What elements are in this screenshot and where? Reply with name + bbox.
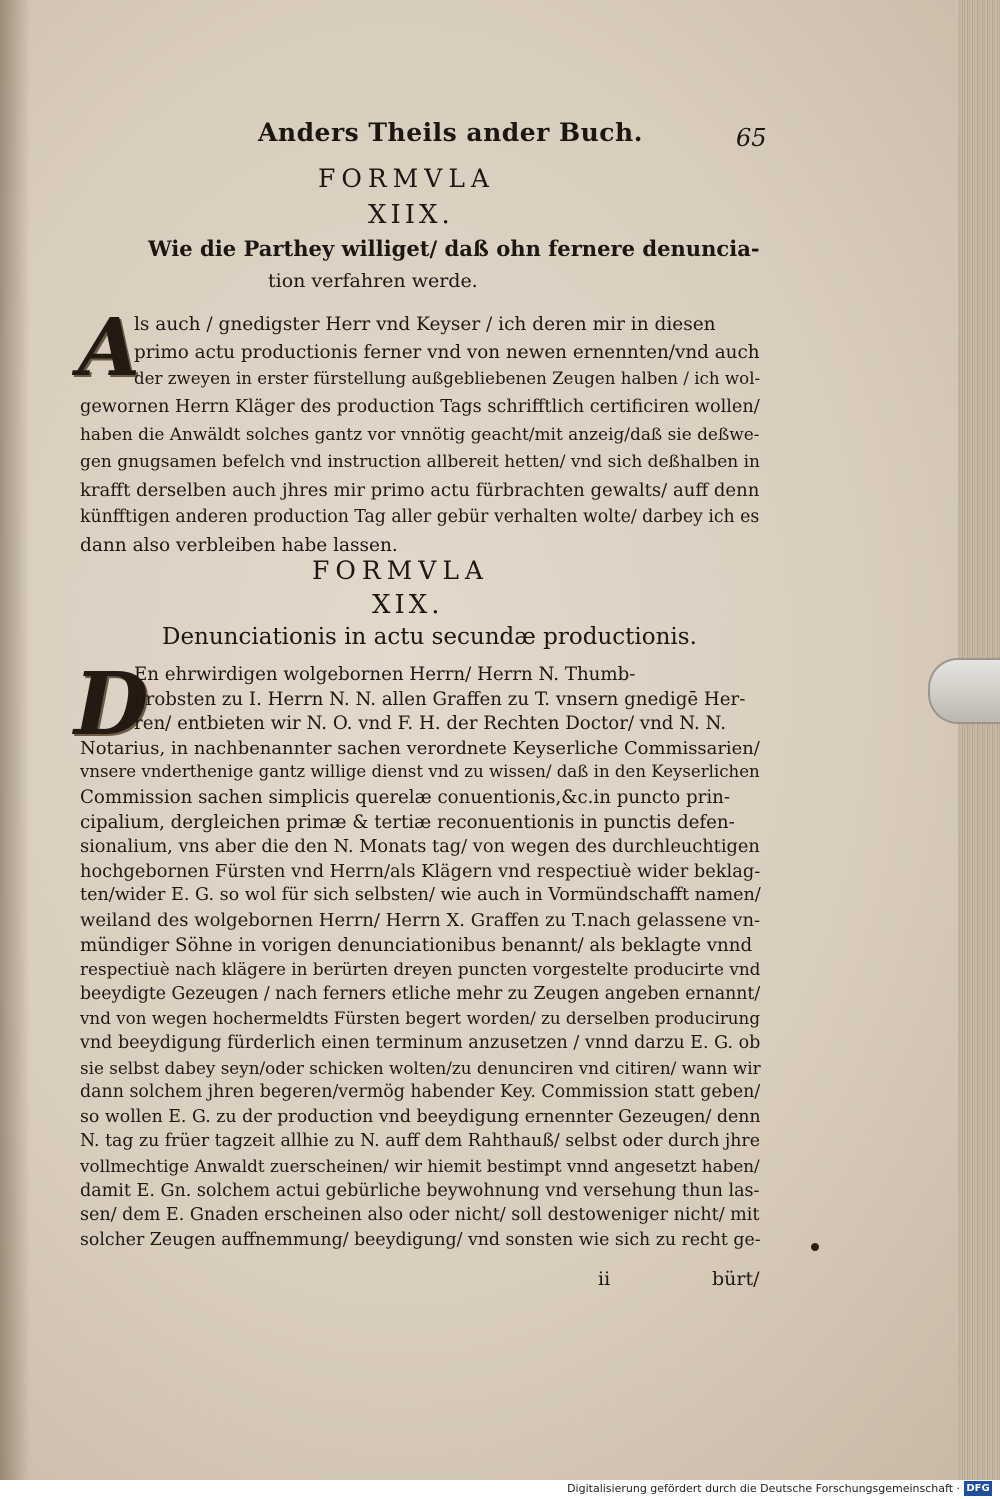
text-line: N. tag zu früer tagzeit allhie zu N. auff dem Rahthauß/ selbst oder durch jhre (80, 1131, 760, 1152)
formula-caption-2: Denunciationis in actu secundæ productionis. (162, 624, 697, 650)
text-line: En ehrwirdigen wolgebornen Herrn/ Herrn N. Thumb- (134, 664, 636, 685)
text-line: ten/wider E. G. so wol für sich selbsten/ wie auch in Vormündschafft namen/ (80, 885, 761, 906)
formula-number-1: XIIX. (368, 200, 454, 230)
decorated-initial-d: D (74, 654, 149, 755)
text-line: hochgebornen Fürsten vnd Herrn/als Klägern vnd respectiuè wider beklag- (80, 860, 761, 882)
formula-caption-1-cont: tion verfahren werde. (268, 270, 478, 292)
text-line: weiland des wolgebornen Herrn/ Herrn X. Graffen zu T.nach gelassene vn- (80, 910, 761, 931)
text-line: krafft derselben auch jhres mir primo actu fürbrachten gewalts/ auff denn (80, 479, 760, 501)
text-line: mündiger Söhne in vorigen denunciationibus benannt/ als beklagte vnnd (80, 934, 753, 956)
text-line: dann solchem jhren begeren/vermög habender Key. Commission statt geben/ (80, 1082, 761, 1103)
text-line: primo actu productionis ferner vnd von newen ernennten/vnd auch (134, 341, 760, 363)
formula-heading-1: FORMVLA (318, 164, 495, 193)
text-line: der zweyen in erster fürstellung außgebliebenen Zeugen halben / ich wol- (134, 369, 761, 389)
text-line: probsten zu I. Herrn N. N. allen Graffen zu T. vnsern gnedigē Her- (134, 688, 746, 710)
text-line: vnd beeydigung fürderlich einen terminum anzusetzen / vnnd darzu E. G. ob (80, 1033, 761, 1053)
formula-heading-2: FORMVLA (312, 556, 489, 585)
text-line: vnsere vnderthenige gantz willige dienst vnd zu wissen/ daß in den Keyserlichen (80, 762, 760, 782)
signature-mark: ii (598, 1268, 611, 1290)
text-line: so wollen E. G. zu der production vnd beeydigung ernennter Gezeugen/ denn (80, 1106, 761, 1127)
formula-caption-1: Wie die Parthey williget/ daß ohn fernere denuncia- (148, 236, 760, 261)
text-line: dann also verbleiben habe lassen. (80, 534, 398, 556)
gutter-shadow (0, 0, 30, 1480)
text-line: sie selbst dabey seyn/oder schicken wolten/zu denunciren vnd citiren/ wann wir (80, 1057, 761, 1078)
ink-dot (811, 1243, 819, 1251)
page-edges (958, 0, 1000, 1480)
text-line: haben die Anwäldt solches gantz vor vnnötig geacht/mit anzeig/daß sie deßwe- (80, 424, 760, 445)
text-line: gen gnugsamen befelch vnd instruction allbereit hetten/ vnd sich deßhalben in (80, 452, 760, 472)
text-line: ren/ entbieten wir N. O. vnd F. H. der Rechten Doctor/ vnd N. N. (134, 713, 727, 735)
text-line: Notarius, in nachbenannter sachen verordnete Keyserliche Commissarien/ (80, 737, 760, 759)
text-line: vollmechtige Anwaldt zuerscheinen/ wir hiemit bestimpt vnnd angesetzt haben/ (80, 1156, 760, 1176)
dfg-logo: DFG (964, 1481, 992, 1496)
running-head: Anders Theils ander Buch. (258, 118, 643, 147)
bookmark-tab (928, 658, 1000, 724)
text-line: cipalium, dergleichen primæ & tertiæ reconuentionis in punctis defen- (80, 811, 735, 833)
text-line: solcher Zeugen auffnemmung/ beeydigung/ vnd sonsten wie sich zu recht ge- (80, 1229, 761, 1250)
text-line: beeydigte Gezeugen / nach ferners etliche mehr zu Zeugen angeben ernannt/ (80, 983, 761, 1004)
text-line: sionalium, vns aber die den N. Monats tag/ von wegen des durchleuchtigen (80, 836, 760, 858)
text-line: Commission sachen simplicis querelæ conuentionis,&c.in puncto prin- (80, 787, 731, 808)
text-line: respectiuè nach klägere in berürten dreyen puncten vorgestelte producirte vnd (80, 959, 761, 980)
text-line: gewornen Herrn Kläger des production Tags schrifftlich certificiren wollen/ (80, 396, 760, 417)
text-line: vnd von wegen hochermeldts Fürsten begert worden/ zu derselben producirung (80, 1008, 761, 1029)
text-line: ls auch / gnedigster Herr vnd Keyser / ich deren mir in diesen (134, 314, 716, 335)
formula-number-2: XIX. (372, 590, 444, 620)
footer-credit: Digitalisierung gefördert durch die Deutsche Forschungsgemeinschaft · (567, 1482, 960, 1495)
text-line: sen/ dem E. Gnaden erscheinen also oder nicht/ soll destoweniger nicht/ mit (80, 1205, 760, 1226)
text-line: damit E. Gn. solchem actui gebürliche beywohnung vnd versehung thun las- (80, 1180, 760, 1201)
text-line: künfftigen anderen production Tag aller gebür verhalten wolte/ darbey ich es (80, 507, 760, 528)
decorated-initial-a: A (78, 300, 141, 394)
page-number: 65 (736, 124, 767, 152)
catchword: bürt/ (712, 1268, 760, 1290)
